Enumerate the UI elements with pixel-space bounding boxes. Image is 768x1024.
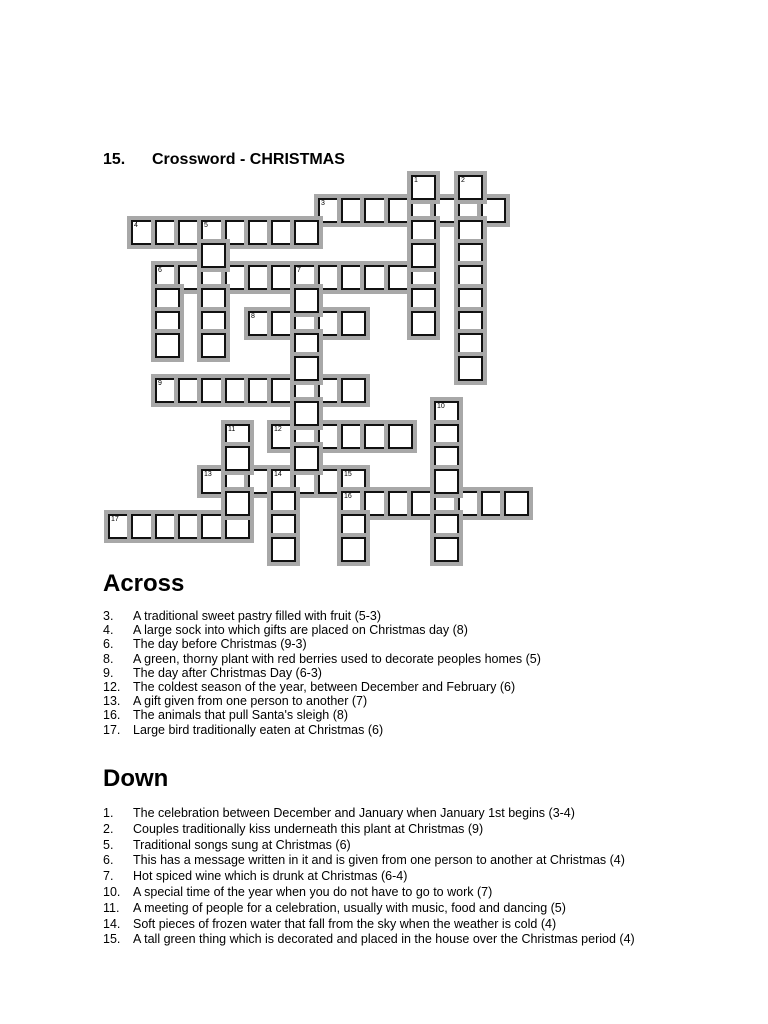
- crossword-cell[interactable]: [318, 198, 343, 223]
- crossword-cell[interactable]: [341, 537, 366, 562]
- crossword-cell[interactable]: [131, 220, 156, 245]
- clue-text: The day before Christmas (9-3): [133, 637, 307, 652]
- cell-number: 3: [321, 200, 325, 207]
- crossword-cell[interactable]: [318, 265, 343, 290]
- crossword-cell[interactable]: [341, 198, 366, 223]
- crossword-cell[interactable]: [388, 424, 413, 449]
- clue-text: A gift given from one person to another (7): [133, 694, 368, 709]
- clue-number: 14.: [103, 916, 121, 931]
- crossword-cell[interactable]: [201, 514, 226, 539]
- down-clue: [103, 853, 743, 869]
- clue-text: Traditional songs sung at Christmas (6): [133, 837, 351, 852]
- crossword-cell[interactable]: [225, 265, 250, 290]
- crossword-cell[interactable]: [294, 220, 319, 245]
- crossword-cell[interactable]: [201, 220, 226, 245]
- clue-number: 4.: [103, 623, 114, 638]
- crossword-cell[interactable]: [271, 537, 296, 562]
- cell-number: 14: [274, 471, 282, 478]
- clue-text: The coldest season of the year, between December and February (6): [133, 679, 516, 694]
- across-heading: Across: [103, 570, 185, 597]
- cell-number: 4: [134, 222, 138, 229]
- cell-number: 13: [204, 471, 212, 478]
- crossword-cell[interactable]: [294, 288, 319, 313]
- crossword-cell[interactable]: [341, 424, 366, 449]
- crossword-cell[interactable]: [504, 491, 529, 516]
- crossword-cell[interactable]: [271, 311, 296, 336]
- crossword-cell[interactable]: [225, 378, 250, 403]
- down-clue: [103, 822, 743, 838]
- crossword-cell[interactable]: [155, 378, 180, 403]
- crossword-cell[interactable]: [411, 491, 436, 516]
- clue-number: 2.: [103, 821, 114, 836]
- crossword-cell[interactable]: [411, 175, 436, 200]
- crossword-cell[interactable]: [434, 537, 459, 562]
- clue-number: 1.: [103, 806, 114, 820]
- crossword-cell[interactable]: [271, 514, 296, 539]
- down-clue-list: [103, 806, 743, 948]
- cell-number: 7: [297, 267, 301, 274]
- clue-number: 15.: [103, 932, 121, 947]
- crossword-cell[interactable]: [178, 378, 203, 403]
- crossword-cell[interactable]: [201, 288, 226, 313]
- clue-text: Hot spiced wine which is drunk at Christmas (6-4): [133, 869, 408, 884]
- down-clue: [103, 917, 743, 933]
- clue-number: 6.: [103, 637, 114, 652]
- clue-text: The day after Christmas Day (6-3): [133, 665, 322, 680]
- crossword-cell[interactable]: [178, 220, 203, 245]
- cell-number: 11: [228, 426, 236, 433]
- crossword-cell[interactable]: [411, 243, 436, 268]
- crossword-cell[interactable]: [248, 378, 273, 403]
- crossword-cell[interactable]: [434, 491, 459, 516]
- cell-number: 15: [344, 471, 352, 478]
- clue-text: A large sock into which gifts are placed on Christmas day (8): [133, 623, 468, 638]
- crossword-cell[interactable]: [294, 378, 319, 403]
- cell-number: 2: [461, 177, 465, 184]
- crossword-cell[interactable]: [434, 469, 459, 494]
- crossword-cell[interactable]: [318, 378, 343, 403]
- crossword-cell[interactable]: [201, 333, 226, 358]
- down-clue: [103, 806, 743, 822]
- clue-text: Large bird traditionally eaten at Christmas (6): [133, 722, 384, 737]
- across-clue: [103, 694, 743, 708]
- clue-text: A traditional sweet pastry filled with fruit (5-3): [133, 609, 382, 623]
- crossword-cell[interactable]: [225, 446, 250, 471]
- clue-number: 10.: [103, 884, 121, 899]
- clue-number: 5.: [103, 837, 114, 852]
- crossword-cell[interactable]: [458, 356, 483, 381]
- crossword-cell[interactable]: [318, 424, 343, 449]
- crossword-cell[interactable]: [458, 265, 483, 290]
- clue-number: 7.: [103, 869, 114, 884]
- cell-number: 17: [111, 516, 119, 523]
- down-clue: [103, 885, 743, 901]
- down-clue: [103, 901, 743, 917]
- crossword-cell[interactable]: [458, 288, 483, 313]
- clue-text: This has a message written in it and is given from one person to another at Christmas (4): [133, 853, 625, 868]
- crossword-cell[interactable]: [458, 175, 483, 200]
- crossword-cell[interactable]: [458, 220, 483, 245]
- clue-text: The celebration between December and January when January 1st begins (3-4): [133, 806, 575, 820]
- across-clue: [103, 637, 743, 651]
- crossword-cell[interactable]: [364, 424, 389, 449]
- cell-number: 16: [344, 493, 352, 500]
- crossword-cell[interactable]: [364, 265, 389, 290]
- crossword-cell[interactable]: [341, 378, 366, 403]
- across-clue-list: [103, 609, 743, 737]
- across-clue: [103, 652, 743, 666]
- across-clue: [103, 680, 743, 694]
- across-clue: [103, 666, 743, 680]
- crossword-cell[interactable]: [155, 333, 180, 358]
- clue-number: 11.: [103, 900, 120, 915]
- crossword-cell[interactable]: [248, 469, 273, 494]
- crossword-cell[interactable]: [294, 265, 319, 290]
- crossword-cell[interactable]: [481, 491, 506, 516]
- crossword-cell[interactable]: [411, 311, 436, 336]
- clue-text: A meeting of people for a celebration, usually with music, food and dancing (5): [133, 900, 566, 915]
- crossword-cell[interactable]: [341, 265, 366, 290]
- crossword-cell[interactable]: [411, 220, 436, 245]
- crossword-cell[interactable]: [434, 446, 459, 471]
- crossword-cell[interactable]: [155, 514, 180, 539]
- crossword-cell[interactable]: [341, 491, 366, 516]
- crossword-cell[interactable]: [388, 198, 413, 223]
- crossword-cell[interactable]: [248, 311, 273, 336]
- crossword-cell[interactable]: [155, 220, 180, 245]
- clue-number: 13.: [103, 694, 121, 709]
- crossword-cell[interactable]: [155, 265, 180, 290]
- down-heading: Down: [103, 765, 169, 792]
- crossword-cell[interactable]: [294, 356, 319, 381]
- clue-text: The animals that pull Santa's sleigh (8): [133, 708, 348, 723]
- clue-number: 16.: [103, 708, 121, 723]
- crossword-cell[interactable]: [201, 378, 226, 403]
- clue-text: A tall green thing which is decorated and placed in the house over the Christmas period (4): [133, 932, 635, 947]
- crossword-cell[interactable]: [248, 220, 273, 245]
- clue-number: 8.: [103, 651, 114, 666]
- cell-number: 10: [437, 403, 445, 410]
- clue-number: 6.: [103, 853, 114, 868]
- crossword-cell[interactable]: [225, 491, 250, 516]
- down-clue: [103, 932, 743, 948]
- crossword-cell[interactable]: [294, 401, 319, 426]
- crossword-cell[interactable]: [388, 491, 413, 516]
- across-clue: [103, 623, 743, 637]
- crossword-cell[interactable]: [178, 514, 203, 539]
- cell-number: 5: [204, 222, 208, 229]
- cell-number: 9: [158, 380, 162, 387]
- crossword-cell[interactable]: [271, 378, 296, 403]
- crossword-cell[interactable]: [108, 514, 133, 539]
- crossword-cell[interactable]: [248, 265, 273, 290]
- crossword-cell[interactable]: [294, 333, 319, 358]
- crossword-cell[interactable]: [411, 288, 436, 313]
- crossword-cell[interactable]: [318, 469, 343, 494]
- down-clue: [103, 838, 743, 854]
- crossword-cell[interactable]: [481, 198, 506, 223]
- crossword-cell[interactable]: [458, 333, 483, 358]
- clue-text: Soft pieces of frozen water that fall from the sky when the weather is cold (4): [133, 916, 557, 931]
- across-clue: [103, 609, 743, 623]
- crossword-cell[interactable]: [271, 424, 296, 449]
- crossword-cell[interactable]: [225, 220, 250, 245]
- clue-text: A special time of the year when you do not have to go to work (7): [133, 884, 493, 899]
- crossword-cell[interactable]: [155, 288, 180, 313]
- clue-number: 9.: [103, 665, 114, 680]
- crossword-cell[interactable]: [341, 514, 366, 539]
- crossword-cell[interactable]: [458, 491, 483, 516]
- crossword-cell[interactable]: [411, 265, 436, 290]
- crossword-cell[interactable]: [388, 265, 413, 290]
- crossword-cell[interactable]: [434, 401, 459, 426]
- crossword-cell[interactable]: [318, 311, 343, 336]
- crossword-cell[interactable]: [434, 198, 459, 223]
- cell-number: 6: [158, 267, 162, 274]
- crossword-cell[interactable]: [271, 265, 296, 290]
- across-clue: [103, 723, 743, 737]
- crossword-cell[interactable]: [178, 265, 203, 290]
- crossword-cell[interactable]: [341, 311, 366, 336]
- cell-number: 12: [274, 426, 282, 433]
- crossword-cell[interactable]: [294, 446, 319, 471]
- title-text: Crossword - CHRISTMAS: [152, 151, 345, 168]
- clue-number: 17.: [103, 722, 121, 737]
- crossword-cell[interactable]: [225, 514, 250, 539]
- across-clue: [103, 708, 743, 722]
- crossword-cell[interactable]: [201, 265, 226, 290]
- clue-number: 12.: [103, 679, 121, 694]
- clue-text: A green, thorny plant with red berries used to decorate peoples homes (5): [133, 651, 541, 666]
- crossword-cell[interactable]: [364, 198, 389, 223]
- crossword-cell[interactable]: [271, 491, 296, 516]
- crossword-cell[interactable]: [201, 243, 226, 268]
- clue-number: 3.: [103, 609, 114, 623]
- cell-number: 8: [251, 313, 255, 320]
- crossword-cell[interactable]: [271, 220, 296, 245]
- crossword-cell[interactable]: [434, 514, 459, 539]
- title-number: 15.: [103, 151, 126, 168]
- clue-text: Couples traditionally kiss underneath this plant at Christmas (9): [133, 821, 484, 836]
- crossword-cell[interactable]: [364, 491, 389, 516]
- crossword-cell[interactable]: [201, 469, 226, 494]
- cell-number: 1: [414, 177, 418, 184]
- crossword-cell[interactable]: [294, 469, 319, 494]
- down-clue: [103, 869, 743, 885]
- crossword-cell[interactable]: [131, 514, 156, 539]
